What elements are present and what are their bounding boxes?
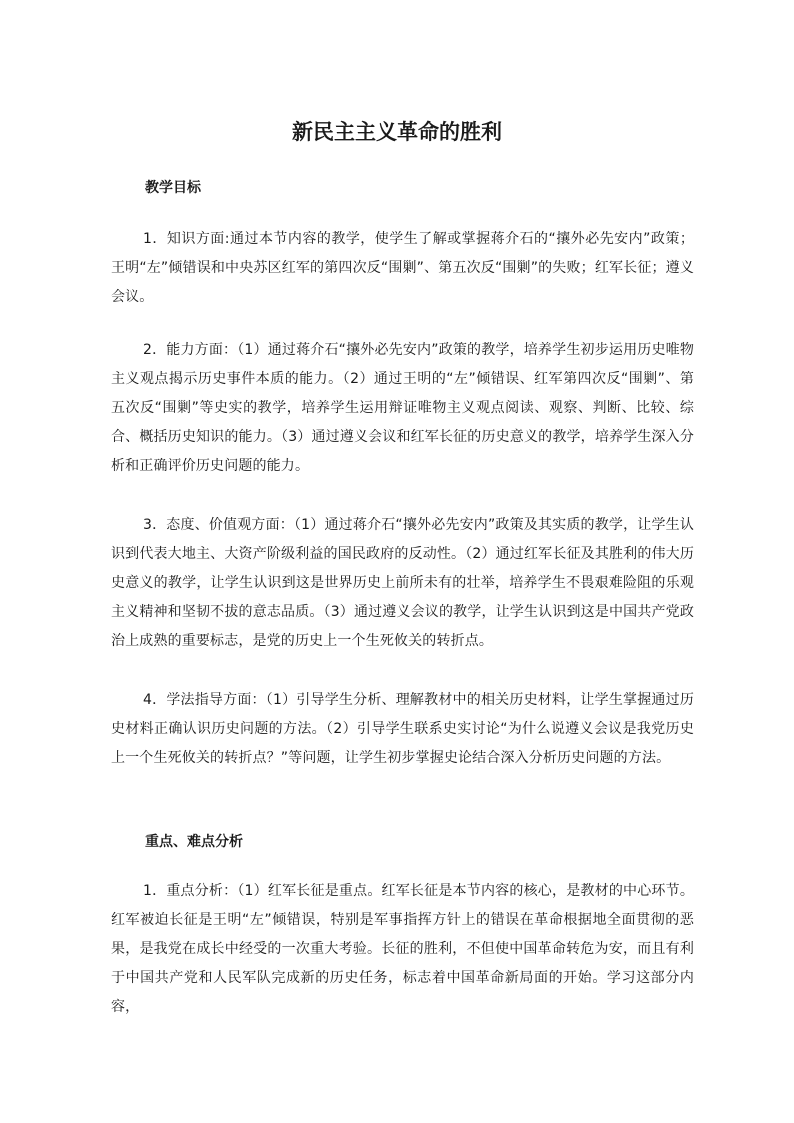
section-heading-teaching-goals: 教学目标 bbox=[145, 180, 201, 196]
paragraph-knowledge: 1．知识方面:通过本节内容的教学，使学生了解或掌握蒋介石的“攘外必先安内”政策；王明“左”倾错误和中央苏区红军的第四次反“围剿”、第五次反“围剿”的失败；红军长征；遵义会议。 bbox=[111, 231, 694, 305]
paragraph-ability: 2．能力方面：（1）通过蒋介石“攘外必先安内”政策的教学，培养学生初步运用历史唯物主义观点揭示历史事件本质的能力。（2）通过王明的“左”倾错误、红军第四次反“围剿”、第五次反“围剿”等史实的教学，培养学生运用辩证唯物主义观点阅读、观察、判断、比较、综合、概括历史知识的能力。（3）通过遵义会议和红军长征的历史意义的教学，培养学生深入分析和正确评价历史问题的能力。 bbox=[111, 342, 694, 474]
paragraph-attitude-values: 3．态度、价值观方面：（1）通过蒋介石“攘外必先安内”政策及其实质的教学，让学生认识到代表大地主、大资产阶级利益的国民政府的反动性。（2）通过红军长征及其胜利的伟大历史意义的教学，让学生认识到这是世界历史上前所未有的壮举，培养学生不畏艰难险阻的乐观主义精神和坚韧不拔的意志品质。（3）通过遵义会议的教学，让学生认识到这是中国共产党政治上成熟的重要标志，是党的历史上一个生死攸关的转折点。 bbox=[111, 517, 694, 649]
paragraph-study-method: 4．学法指导方面：（1）引导学生分析、理解教材中的相关历史材料，让学生掌握通过历史材料正确认识历史问题的方法。（2）引导学生联系史实讨论“为什么说遵义会议是我党历史上一个生死攸关的转折点？”等问题，让学生初步掌握史论结合深入分析历史问题的方法。 bbox=[111, 692, 694, 766]
paragraph-key-point-analysis: 1．重点分析：（1）红军长征是重点。红军长征是本节内容的核心，是教材的中心环节。红军被迫长征是王明“左”倾错误，特别是军事指挥方针上的错误在革命根据地全面贯彻的恶果，是我党在成长中经受的一次重大考验。长征的胜利，不但使中国革命转危为安，而且有利于中国共产党和人民军队完成新的历史任务，标志着中国革命新局面的开始。学习这部分内容， bbox=[111, 883, 694, 1015]
document-title: 新民主主义革命的胜利 bbox=[292, 119, 502, 144]
section-heading-key-points: 重点、难点分析 bbox=[145, 834, 243, 850]
